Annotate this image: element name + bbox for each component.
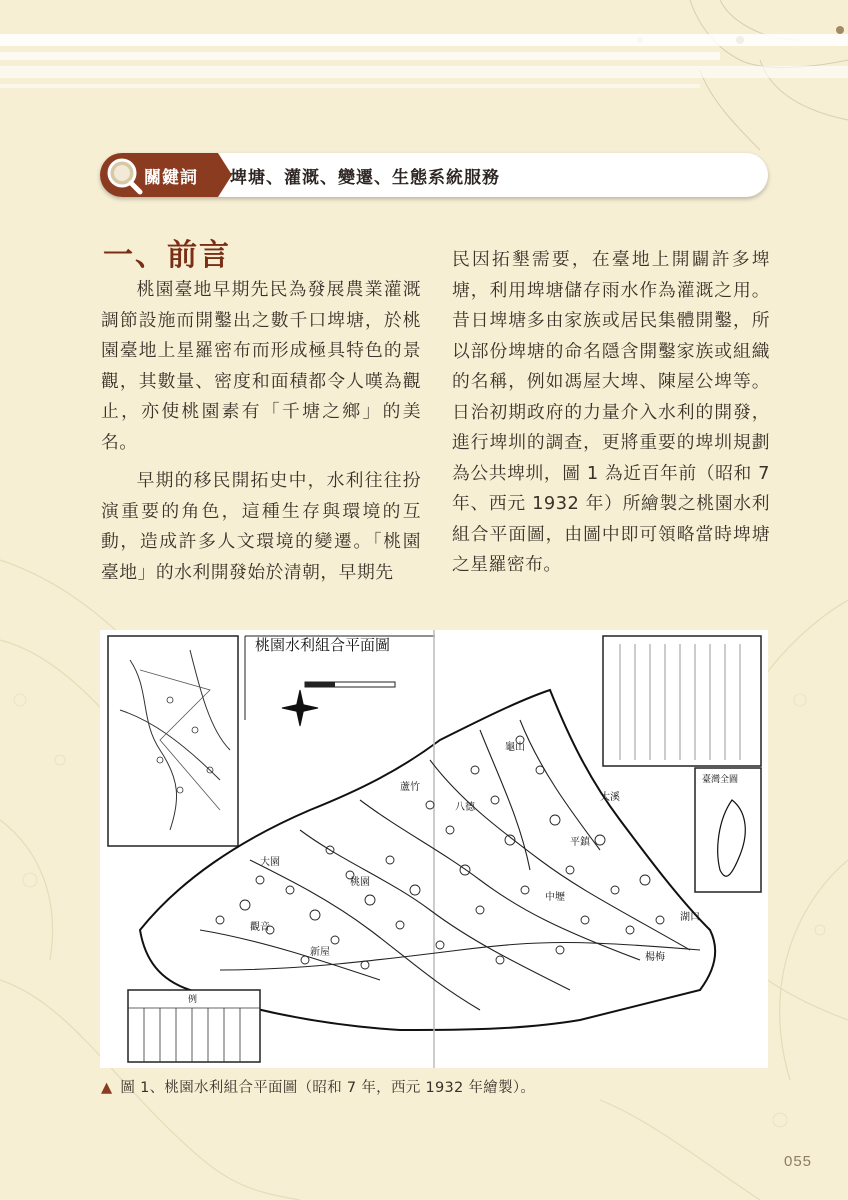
keyword-label: 關鍵詞 xyxy=(144,168,198,188)
map-place-label: 龜山 xyxy=(505,742,525,753)
magnifier-icon xyxy=(104,155,144,195)
taiwan-inset-label: 臺灣全圖 xyxy=(702,775,739,785)
map-place-label: 大溪 xyxy=(600,792,620,803)
caption-marker-icon: ▲ xyxy=(101,1080,113,1096)
caption-text: 圖 1、桃園水利組合平面圖（昭和 7 年，西元 1932 年繪製）。 xyxy=(120,1080,536,1096)
left-column xyxy=(101,275,421,588)
header-stripes xyxy=(0,0,848,110)
keyword-text: 埤塘、灌溉、變遷、生態系統服務 xyxy=(230,168,500,188)
paragraph: 民因拓墾需要，在臺地上開闢許多埤塘，利用埤塘儲存雨水作為灌溉之用。昔日埤塘多由家族或居民集體開鑿，所以部份埤塘的命名隱含開鑿家族或組織的名稱，例如馮屋大埤、陳屋公埤等。日治初期政府的力量介入水利的開發，進行埤圳的調查，更將重要的埤圳規劃為公共埤圳，圖 1 為近百年前（昭和 7 年、西元 1932 年）所繪製之桃園水利組合平面圖，由圖中即可領略當時埤塘之星羅密布。 xyxy=(452,249,770,575)
map-place-label: 楊梅 xyxy=(645,952,665,963)
map-place-label: 桃園 xyxy=(350,877,370,888)
map-place-label: 八德 xyxy=(455,802,475,813)
map-place-label: 觀音 xyxy=(250,922,270,933)
keyword-tag xyxy=(100,153,218,197)
map-place-label: 中壢 xyxy=(545,892,565,903)
map-place-label: 蘆竹 xyxy=(400,782,420,793)
map-figure xyxy=(100,630,768,1068)
figure-caption xyxy=(101,1076,535,1097)
right-column xyxy=(452,245,770,581)
map-place-label: 新屋 xyxy=(310,947,330,958)
historical-map-image xyxy=(100,630,768,1068)
map-place-label: 湖口 xyxy=(680,912,700,923)
map-title: 桃園水利組合平面圖 xyxy=(255,636,391,654)
paragraph: 桃園臺地早期先民為發展農業灌溉調節設施而開鑿出之數千口埤塘，於桃園臺地上星羅密布而形成極具特色的景觀，其數量、密度和面積都令人嘆為觀止，亦使桃園素有「千塘之鄉」的美名。 xyxy=(101,279,421,453)
map-place-label: 平鎮 xyxy=(570,837,590,848)
section-heading: 一、前言 xyxy=(103,238,231,273)
paragraph: 早期的移民開拓史中，水利往往扮演重要的角色，這種生存與環境的互動，造成許多人文環境的變遷。「桃園臺地」的水利開發始於清朝，早期先 xyxy=(101,470,421,583)
page-number: 055 xyxy=(784,1153,813,1170)
map-place-label: 大園 xyxy=(260,857,280,868)
keyword-bar xyxy=(100,153,768,197)
legend-title: 例 xyxy=(188,995,198,1005)
